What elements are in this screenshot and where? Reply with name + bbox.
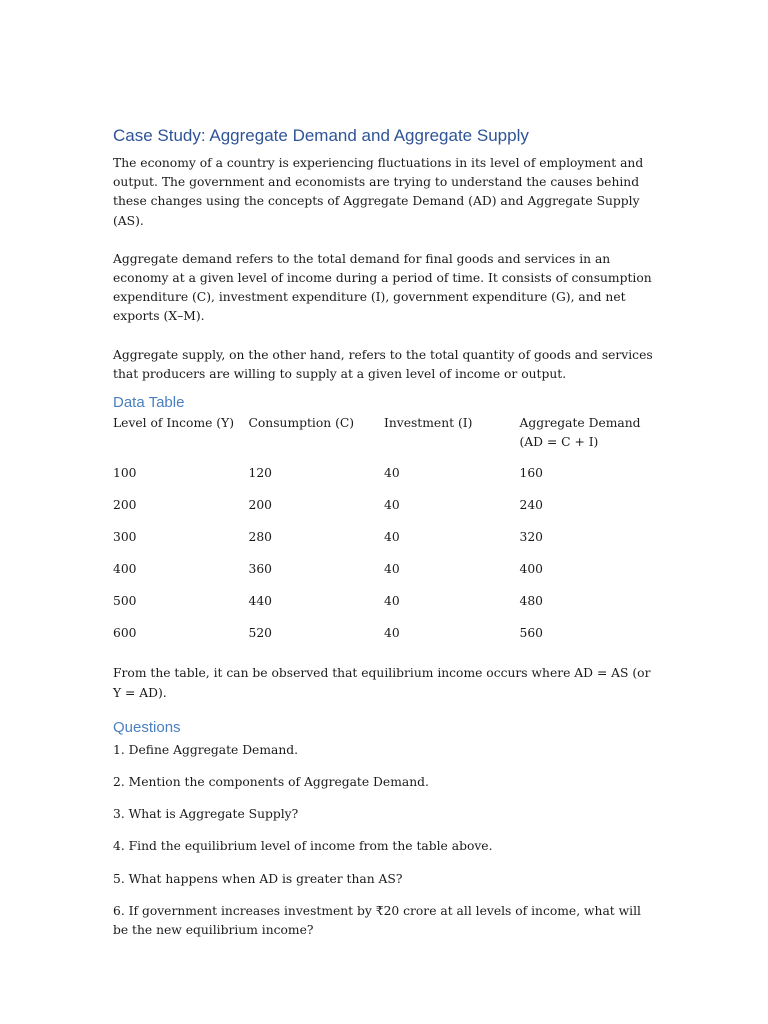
column-header-consumption: Consumption (C) xyxy=(248,416,355,431)
aggregate-supply-paragraph: Aggregate supply, on the other hand, refers to the total quantity of goods and services that producers are willing to supply at a given level of income or output. xyxy=(113,347,653,381)
aggregate-demand-paragraph: Aggregate demand refers to the total demand for final goods and services in an economy at a given level of income during a period of time. It consists of consumption expenditure (C), investment expenditure (I), government expenditure (G), and net exports (X–M). xyxy=(113,251,652,324)
table-cell: 360 xyxy=(248,562,272,577)
table-cell: 40 xyxy=(384,626,400,641)
table-cell: 40 xyxy=(384,594,400,609)
column-header-investment: Investment (I) xyxy=(384,416,473,431)
table-cell: 600 xyxy=(113,626,137,641)
table-row xyxy=(113,528,645,560)
question-item: 1. Define Aggregate Demand. xyxy=(113,742,299,757)
table-row xyxy=(113,624,645,656)
table-cell: 400 xyxy=(113,562,137,577)
question-item: 5. What happens when AD is greater than AS? xyxy=(113,871,403,886)
table-cell: 40 xyxy=(384,466,400,481)
table-cell: 500 xyxy=(113,594,137,609)
questions-heading: Questions xyxy=(113,718,181,736)
document-title: Case Study: Aggregate Demand and Aggregate Supply xyxy=(113,126,529,145)
column-header-aggregate-demand: Aggregate Demand (AD = C + I) xyxy=(519,416,641,450)
table-cell: 40 xyxy=(384,562,400,577)
table-row xyxy=(113,496,645,528)
document-content xyxy=(113,124,653,953)
table-row xyxy=(113,560,645,592)
table-cell: 100 xyxy=(113,466,137,481)
table-row xyxy=(113,592,645,624)
table-row xyxy=(113,464,645,496)
table-cell: 520 xyxy=(248,626,272,641)
table-cell: 120 xyxy=(248,466,272,481)
question-item: 4. Find the equilibrium level of income from the table above. xyxy=(113,839,493,854)
data-table xyxy=(113,414,645,656)
question-item: 6. If government increases investment by ₹20 crore at all levels of income, what will be the new equilibrium income? xyxy=(113,903,641,938)
table-cell: 200 xyxy=(248,498,272,513)
table-cell: 280 xyxy=(248,530,272,545)
question-item: 2. Mention the components of Aggregate Demand. xyxy=(113,775,429,790)
table-cell: 40 xyxy=(384,498,400,513)
intro-paragraph: The economy of a country is experiencing fluctuations in its level of employment and output. The government and economists are trying to understand the causes behind these changes using the concepts of Aggregate Demand (AD) and Aggregate Supply (AS). xyxy=(113,156,644,228)
table-cell: 320 xyxy=(519,530,543,545)
column-header-income: Level of Income (Y) xyxy=(113,416,234,431)
table-cell: 40 xyxy=(384,530,400,545)
table-cell: 440 xyxy=(248,594,272,609)
question-item: 3. What is Aggregate Supply? xyxy=(113,807,299,822)
equilibrium-note: From the table, it can be observed that equilibrium income occurs where AD = AS (or Y = AD). xyxy=(113,666,651,700)
table-cell: 480 xyxy=(519,594,543,609)
table-cell: 240 xyxy=(519,498,543,513)
table-cell: 400 xyxy=(519,562,543,577)
table-cell: 200 xyxy=(113,498,137,513)
table-cell: 300 xyxy=(113,530,137,545)
data-table-heading: Data Table xyxy=(113,394,185,412)
table-cell: 160 xyxy=(519,466,543,481)
table-header-row xyxy=(113,414,645,464)
table-cell: 560 xyxy=(519,626,543,641)
